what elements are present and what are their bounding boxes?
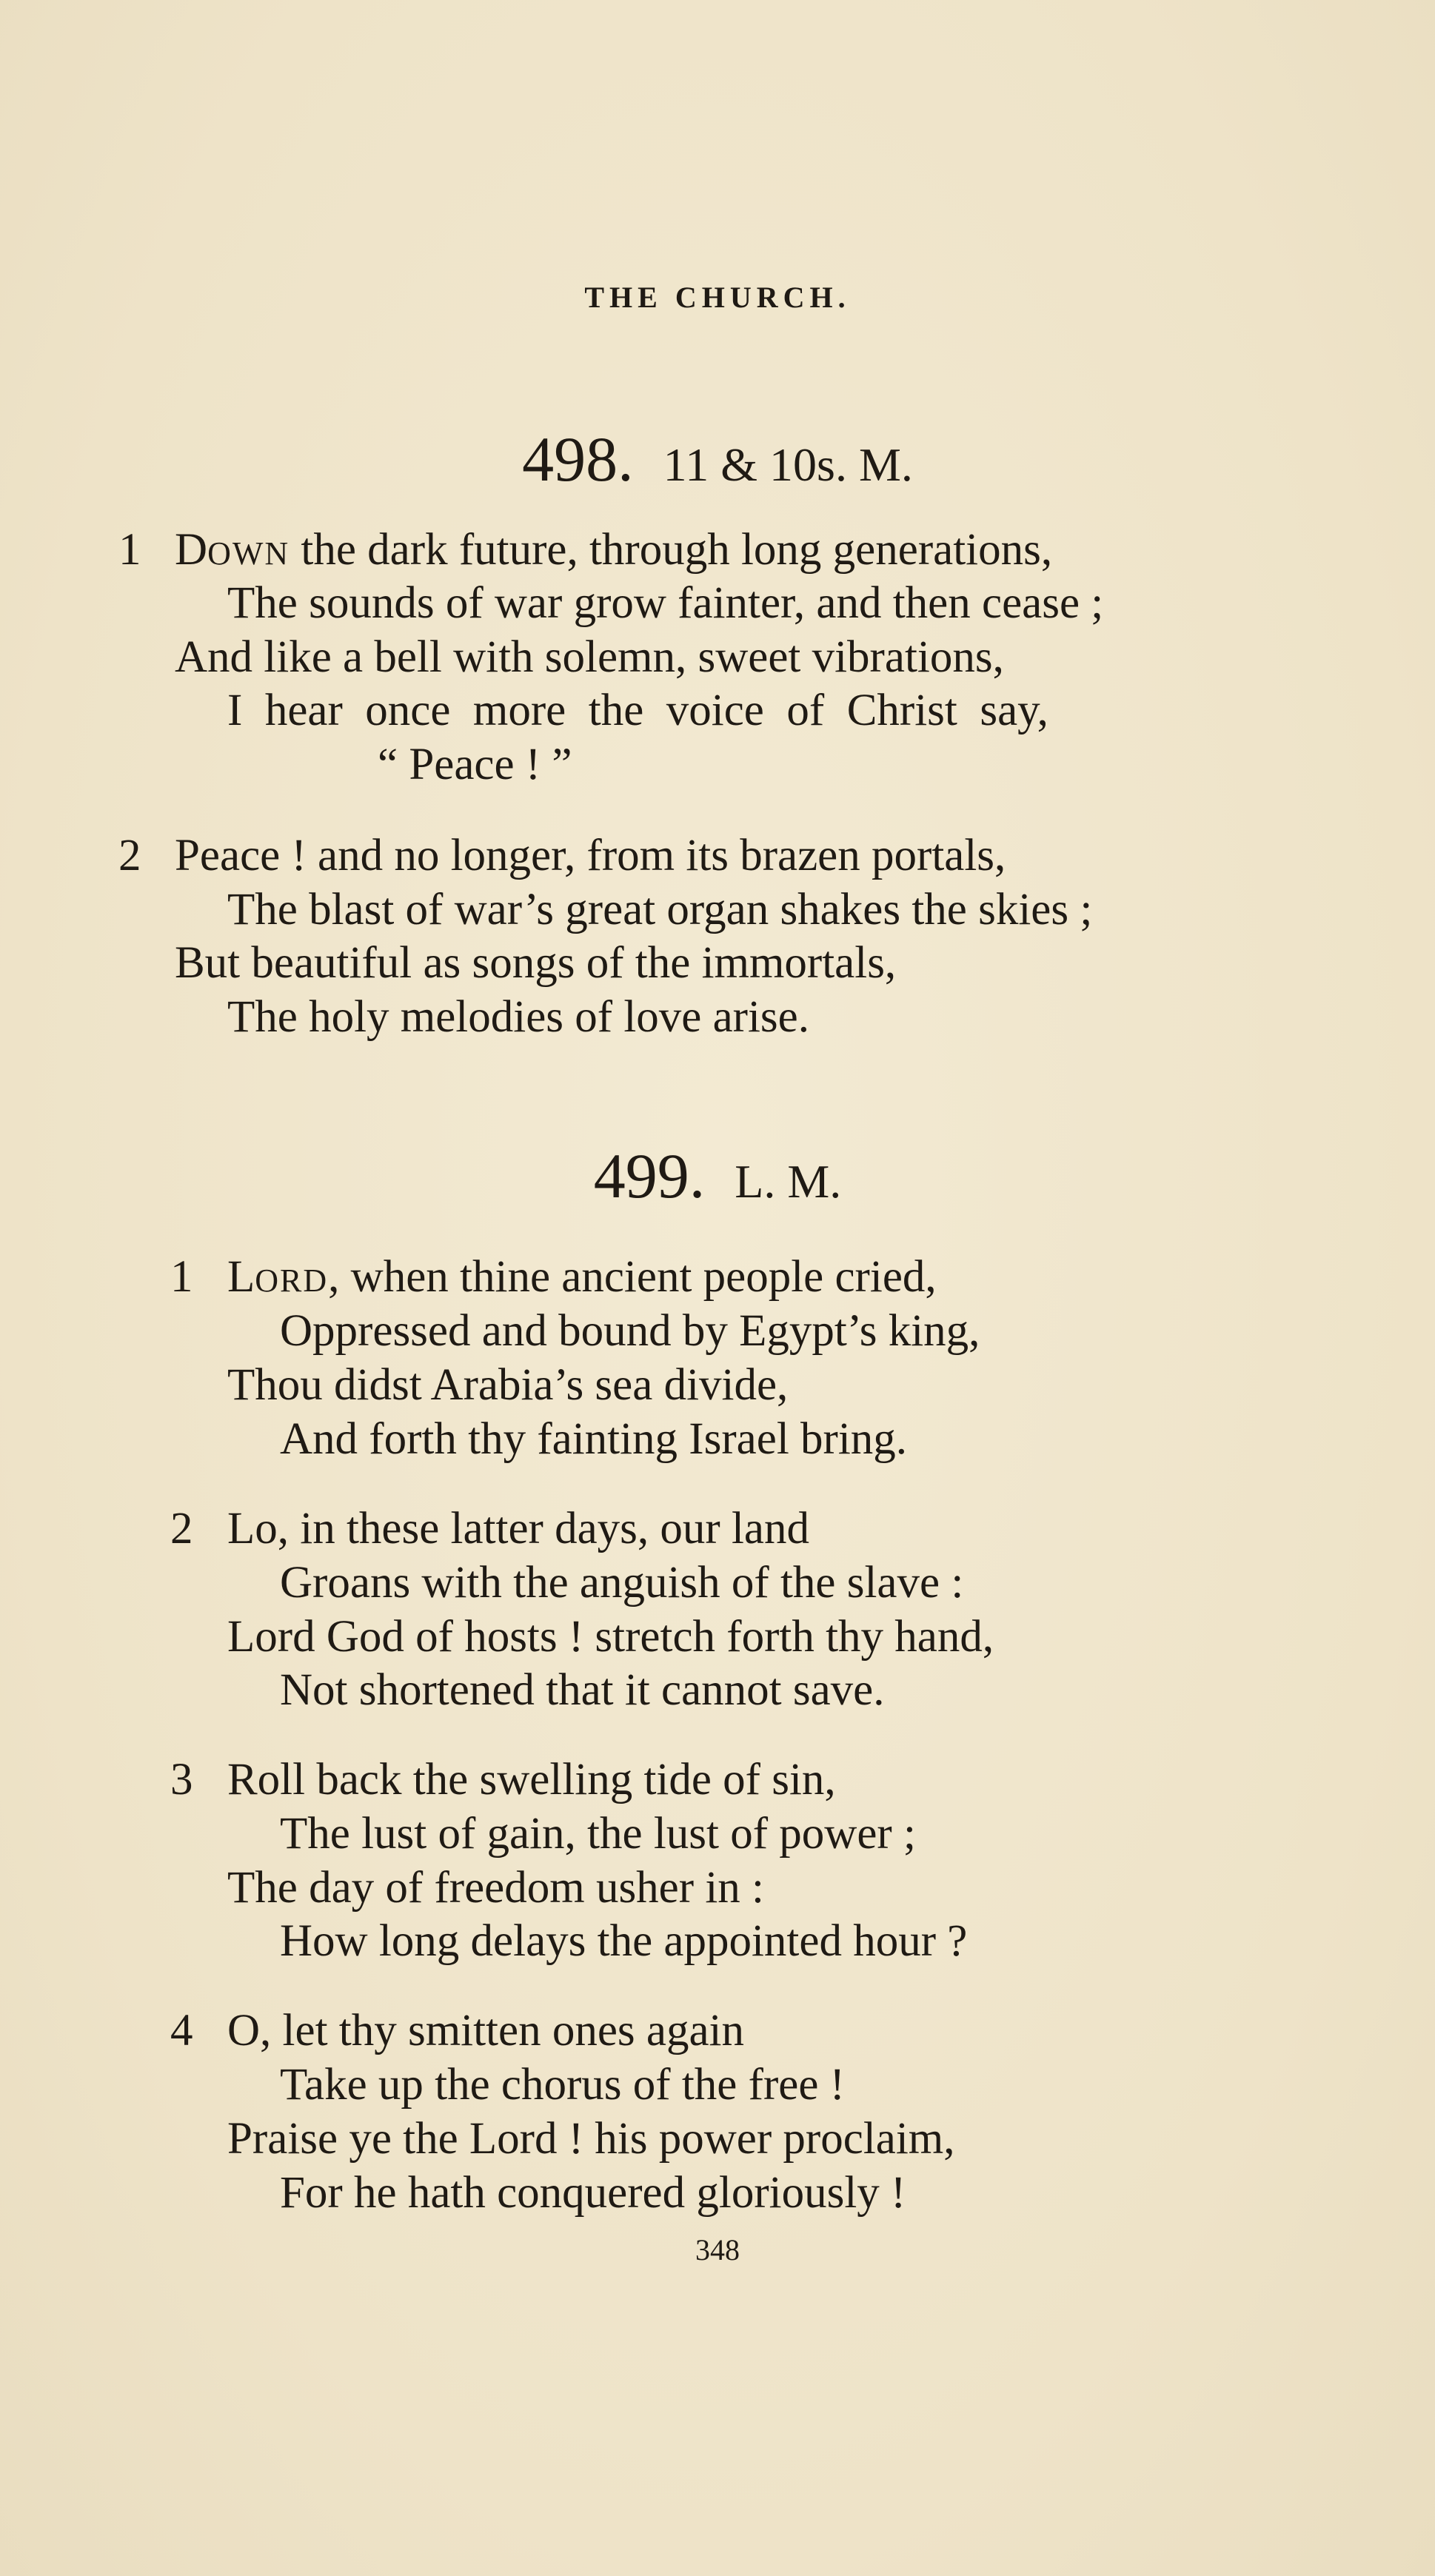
hymn-499-heading <box>0 1139 1435 1213</box>
running-head: THE CHURCH. <box>584 281 851 314</box>
verse-line: I hear once more the voice of Christ say, <box>227 686 1048 735</box>
verse-line <box>175 525 1053 575</box>
small-caps-word: ORD <box>255 1262 329 1299</box>
verse-line: Roll back the swelling tide of sin, <box>227 1755 836 1804</box>
verse-line: Lord God of hosts ! stretch forth thy hand, <box>227 1612 994 1662</box>
verse-line: Thou didst Arabia’s sea divide, <box>227 1360 789 1410</box>
verse-line: Groans with the anguish of the slave : <box>280 1558 964 1608</box>
verse-line: Lo, in these latter days, our land <box>227 1504 810 1553</box>
hymn-meter: L. M. <box>735 1155 842 1208</box>
small-caps-word: OWN <box>207 535 290 572</box>
verse-line: O, let thy smitten ones again <box>227 2006 744 2055</box>
stanza-number: 3 <box>170 1755 193 1804</box>
stanza-number: 2 <box>170 1504 193 1553</box>
verse-line: The blast of war’s great organ shakes the skies ; <box>227 885 1093 934</box>
verse-line: Take up the chorus of the free ! <box>280 2060 845 2110</box>
verse-line: The sounds of war grow fainter, and then cease ; <box>227 578 1104 628</box>
stanza-number: 1 <box>170 1252 193 1302</box>
verse-line: And forth thy fainting Israel bring. <box>280 1414 908 1464</box>
drop-word-initial: D <box>175 525 208 575</box>
verse-line: Oppressed and bound by Egypt’s king, <box>280 1306 980 1356</box>
verse-line: The holy melodies of love arise. <box>227 992 810 1042</box>
drop-word-initial: L <box>227 1252 255 1302</box>
verse-line <box>227 1252 937 1302</box>
verse-line: How long delays the appointed hour ? <box>280 1916 968 1966</box>
verse-line: And like a bell with solemn, sweet vibrations, <box>175 632 1004 682</box>
verse-line: “ Peace ! ” <box>378 740 572 789</box>
verse-line-text: the dark future, through long generations, <box>290 525 1053 575</box>
verse-line: The day of freedom usher in : <box>227 1863 764 1913</box>
verse-line: Praise ye the Lord ! his power proclaim, <box>227 2114 955 2164</box>
hymn-number: 498. <box>522 424 634 495</box>
hymn-number: 499. <box>593 1140 706 1211</box>
hymn-498-heading <box>0 422 1435 496</box>
verse-line: But beautiful as songs of the immortals, <box>175 938 897 988</box>
stanza-number: 4 <box>170 2006 193 2055</box>
verse-line: For he hath conquered gloriously ! <box>280 2168 906 2218</box>
verse-line: Peace ! and no longer, from its brazen portals, <box>175 831 1006 880</box>
page-number: 348 <box>695 2233 740 2266</box>
verse-line-text: , when thine ancient people cried, <box>328 1252 937 1302</box>
verse-line: The lust of gain, the lust of power ; <box>280 1809 916 1859</box>
verse-line: Not shortened that it cannot save. <box>280 1665 885 1715</box>
stanza-number: 2 <box>118 831 141 880</box>
hymn-meter: 11 & 10s. M. <box>663 438 913 491</box>
stanza-number: 1 <box>118 525 141 575</box>
